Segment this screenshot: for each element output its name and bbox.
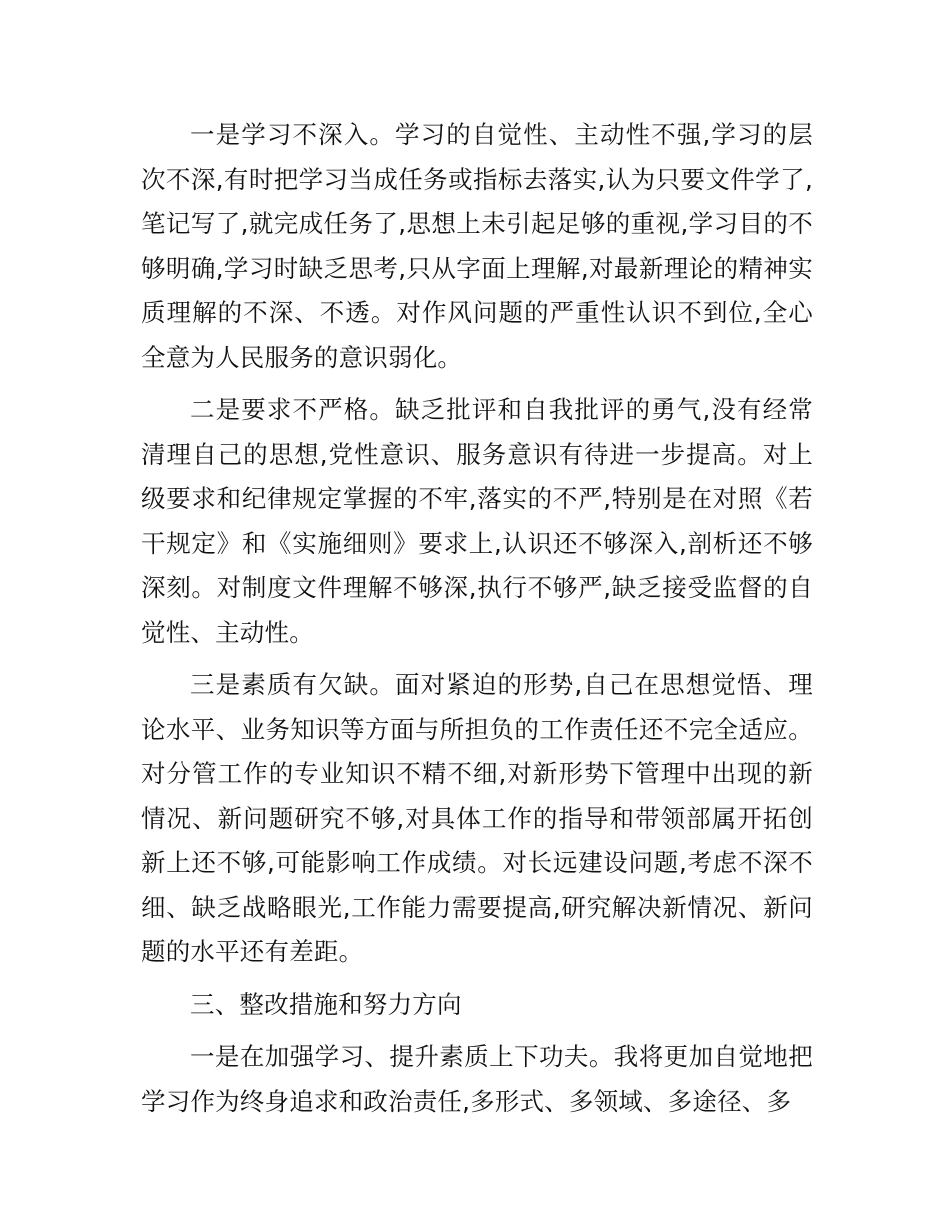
paragraph-study: 一是学习不深入。学习的自觉性、主动性不强,学习的层次不深,有时把学习当成任务或指标去落实,认为只要文件学了,笔记写了,就完成任务了,思想上未引起足够的重视,学习目的不够明确,学习时缺乏思考,只从字面上理解,对最新理论的精神实质理解的不深、不透。对作风问题的严重性认识不到位,全心全意为人民服务的意识弱化。 — [141, 120, 813, 372]
paragraph-quality: 三是素质有欠缺。面对紧迫的形势,自己在思想觉悟、理论水平、业务知识等方面与所担负的工作责任还不完全适应。对分管工作的专业知识不精不细,对新形势下管理中出现的新情况、新问题研究不够,对具体工作的指导和带领部属开拓创新上还不够,可能影响工作成绩。对长远建设问题,考虑不深不细、缺乏战略眼光,工作能力需要提高,研究解决新情况、新问题的水平还有差距。 — [141, 670, 813, 966]
paragraph-requirements: 二是要求不严格。缺乏批评和自我批评的勇气,没有经常清理自己的思想,党性意识、服务意识有待进一步提高。对上级要求和纪律规定掌握的不牢,落实的不严,特别是在对照《若干规定》和《实施细则》要求上,认识还不够深入,剖析还不够深刻。对制度文件理解不够深,执行不够严,缺乏接受监督的自觉性、主动性。 — [141, 395, 813, 647]
section-heading: 三、整改措施和努力方向 — [190, 989, 462, 1019]
paragraph-improvement: 一是在加强学习、提升素质上下功夫。我将更加自觉地把学习作为终身追求和政治责任,多形式、多领域、多途径、多 — [141, 1042, 813, 1116]
document-body — [141, 113, 813, 1132]
